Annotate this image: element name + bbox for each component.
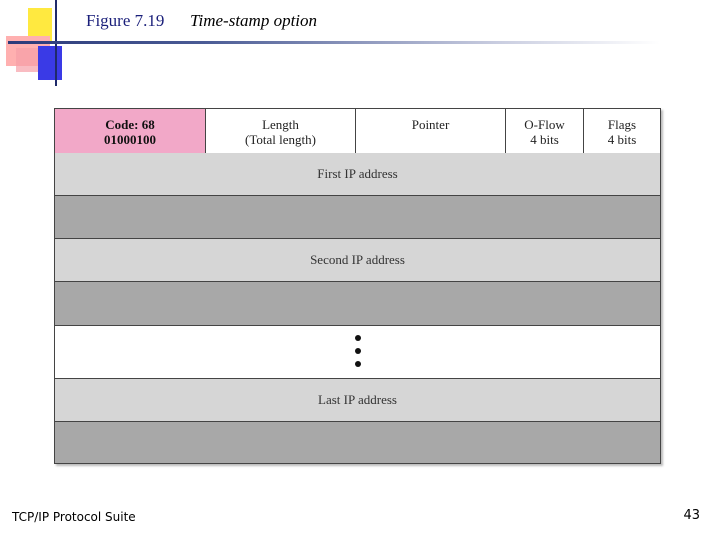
title-underline	[8, 41, 660, 44]
overflow-field	[506, 109, 584, 153]
flags-field	[584, 109, 660, 153]
flags-size: 4 bits	[607, 132, 637, 147]
pointer-label: Pointer	[411, 117, 450, 132]
overflow-label: O-Flow	[524, 117, 565, 132]
footer-course-title: TCP/IP Protocol Suite	[12, 510, 136, 524]
last-ip-label: Last IP address	[318, 392, 397, 407]
second-ip-label: Second IP address	[310, 252, 405, 267]
ellipsis-dot	[355, 348, 361, 354]
figure-number: Figure 7.19	[86, 11, 165, 30]
first-timestamp-row	[55, 196, 660, 239]
first-ip-label: First IP address	[317, 166, 398, 181]
option-header-row	[55, 109, 660, 154]
code-binary: 01000100	[104, 132, 156, 147]
last-ip-row	[55, 379, 660, 422]
ellipsis-row	[55, 326, 660, 379]
last-timestamp-row	[55, 422, 660, 463]
length-field	[206, 109, 356, 153]
ellipsis-dot	[355, 361, 361, 367]
first-ip-row	[55, 153, 660, 196]
second-ip-row	[55, 239, 660, 282]
page-number: 43	[683, 508, 700, 523]
flags-label: Flags	[607, 117, 637, 132]
overflow-size: 4 bits	[530, 132, 559, 147]
length-label: Length	[262, 117, 299, 132]
pointer-field	[356, 109, 506, 153]
ellipsis-dot	[355, 335, 361, 341]
timestamp-option-diagram	[54, 108, 661, 464]
code-field	[55, 109, 206, 153]
figure-title: Time-stamp option	[190, 11, 318, 30]
code-label: Code: 68	[105, 117, 155, 132]
decorative-blue-square	[38, 46, 62, 80]
length-sublabel: (Total length)	[245, 132, 316, 147]
second-timestamp-row	[55, 282, 660, 326]
